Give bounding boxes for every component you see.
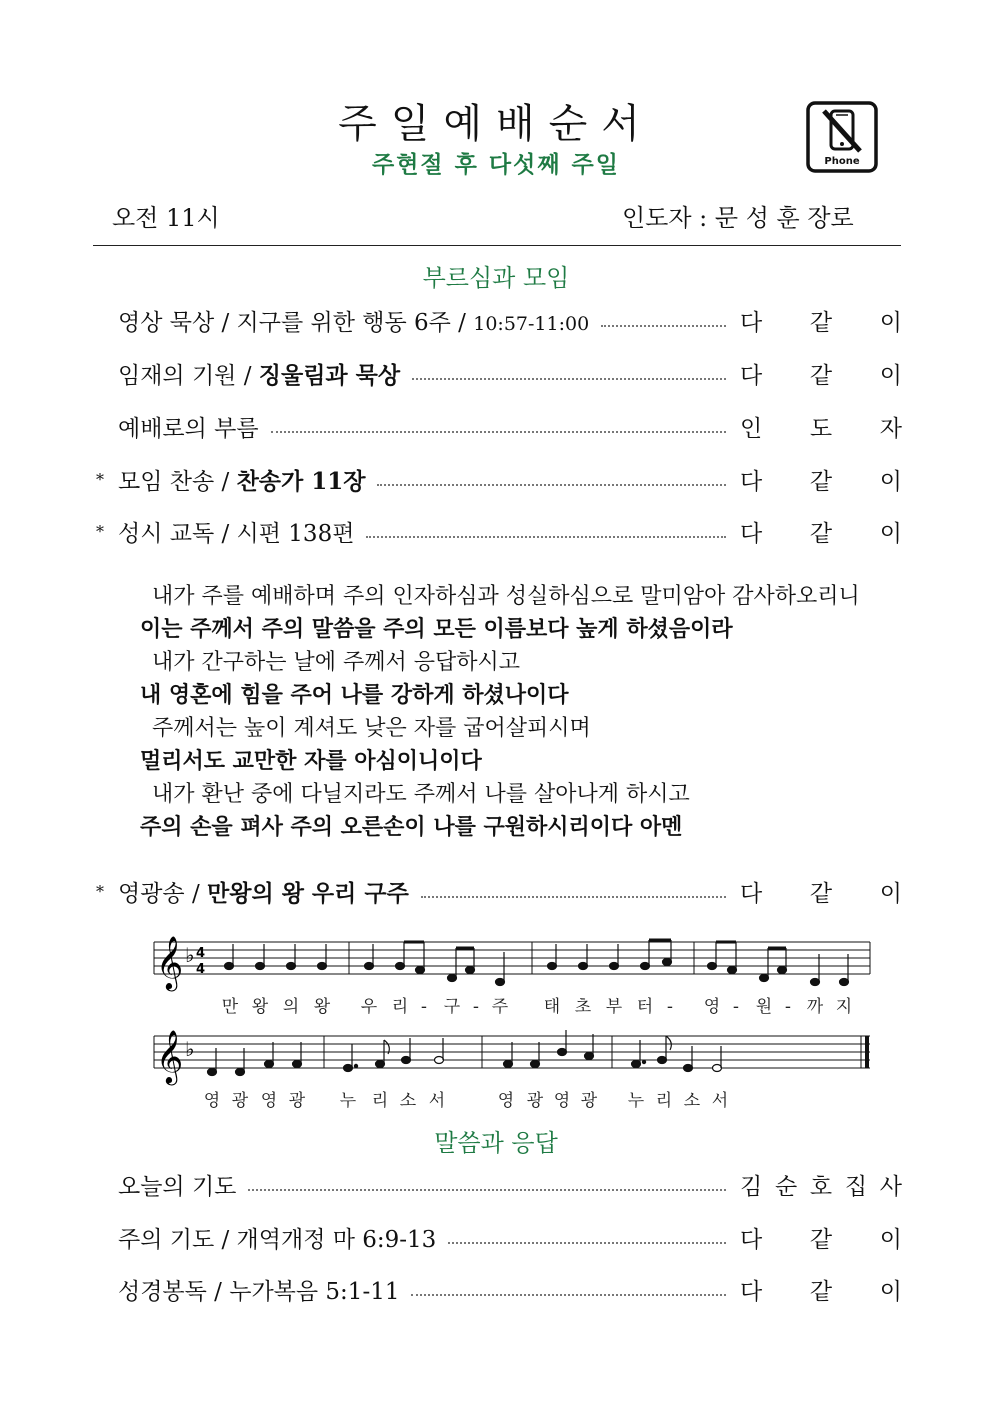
page-title: 주일예배순서 [338, 101, 654, 147]
time-sig-top: 4 [196, 946, 206, 961]
psalm-line-leader: 주께서는 높이 계셔도 낮은 자를 굽어살피시며 [152, 716, 591, 741]
treble-clef-icon: 𝄞 [156, 1029, 184, 1083]
leader-dots [421, 896, 726, 898]
order-item [96, 408, 902, 444]
svg-text:광: 광 [526, 1091, 544, 1111]
order-item-label: 임재의 기원 / 징울림과 묵상 [118, 361, 401, 389]
order-item-label: 영상 묵상 / 지구를 위한 행동 6주 / 10:57-11:00 [118, 309, 590, 336]
psalm-line-response: 주의 손을 펴사 주의 오른손이 나를 구원하시리이다 아멘 [140, 815, 683, 840]
svg-text:태: 태 [543, 997, 561, 1017]
svg-text:영: 영 [703, 997, 721, 1017]
service-leader: 인도자 : 문 성 훈 장로 [622, 204, 854, 232]
order-item [96, 355, 902, 391]
svg-text:만: 만 [221, 997, 239, 1017]
order-item [96, 1271, 902, 1307]
leader-dots [411, 1294, 726, 1296]
leader-dots [412, 378, 726, 380]
leader-dots [366, 536, 726, 538]
order-item-participant: 인 도 자 [740, 415, 902, 442]
psalm-line-leader: 내가 주를 예배하며 주의 인자하심과 성실하심으로 말미암아 감사하오리니 [152, 584, 860, 609]
svg-text:누: 누 [627, 1091, 645, 1111]
svg-text:우: 우 [360, 997, 378, 1017]
svg-text:의: 의 [282, 997, 300, 1017]
svg-text:초: 초 [574, 997, 592, 1017]
svg-text:-: - [472, 997, 480, 1017]
svg-text:리: 리 [371, 1091, 389, 1111]
svg-text:소: 소 [683, 1091, 701, 1111]
svg-text:구: 구 [443, 997, 461, 1017]
order-item [96, 461, 902, 497]
phone-label: Phone [824, 156, 860, 167]
music-staff-2 [152, 1026, 882, 1116]
psalm-line-leader: 내가 간구하는 날에 주께서 응답하시고 [152, 650, 521, 675]
order-item [96, 513, 902, 549]
svg-text:왕: 왕 [251, 997, 269, 1017]
order-item-participant: 다 같 이 [740, 362, 902, 389]
leader-dots [377, 484, 726, 486]
svg-text:영: 영 [203, 1091, 221, 1111]
svg-text:-: - [732, 997, 740, 1017]
order-item-participant: 다 같 이 [740, 1226, 902, 1253]
notes-line-1 [225, 940, 849, 986]
svg-text:원: 원 [755, 997, 773, 1017]
svg-text:광: 광 [288, 1091, 306, 1111]
order-item-label: 모임 찬송 / 찬송가 11장 [118, 467, 366, 495]
svg-text:-: - [420, 997, 428, 1017]
svg-text:부: 부 [605, 997, 623, 1017]
svg-text:서: 서 [711, 1091, 729, 1111]
order-item-label: 예배로의 부름 [118, 415, 259, 442]
lyrics-line-2 [204, 1090, 728, 1111]
svg-text:왕: 왕 [313, 997, 331, 1017]
svg-text:서: 서 [428, 1091, 446, 1111]
order-item [96, 302, 902, 338]
leader-dots [601, 325, 726, 327]
header-divider [93, 245, 901, 246]
section-gathering-heading: 부르심과 모임 [422, 264, 570, 292]
music-staff-1 [152, 932, 882, 1022]
order-item-participant: 다 같 이 [740, 309, 902, 336]
psalm-line-response: 내 영혼에 힘을 주어 나를 강하게 하셨나이다 [140, 683, 569, 708]
star-marker: * [96, 469, 104, 489]
svg-text:소: 소 [399, 1091, 417, 1111]
treble-clef-icon: 𝄞 [156, 935, 184, 989]
svg-text:영: 영 [260, 1091, 278, 1111]
leader-dots [271, 431, 726, 433]
order-item-label: 주의 기도 / 개역개정 마 6:9-13 [118, 1226, 437, 1253]
section-word-heading: 말씀과 응답 [434, 1129, 558, 1157]
svg-text:터: 터 [636, 997, 654, 1017]
order-item-participant: 김 순 호 집 사 [740, 1173, 902, 1200]
lyrics-line-1 [222, 996, 852, 1017]
notes-line-2 [208, 1030, 722, 1076]
order-item-participant: 다 같 이 [740, 880, 902, 907]
svg-text:-: - [784, 997, 792, 1017]
star-marker: * [96, 881, 104, 901]
svg-text:광: 광 [580, 1091, 598, 1111]
flat-icon: ♭ [185, 1037, 195, 1061]
leader-dots [448, 1242, 726, 1244]
order-item-participant: 다 같 이 [740, 1278, 902, 1305]
psalm-line-response: 멀리서도 교만한 자를 아심이니이다 [140, 749, 482, 774]
leader-dots [248, 1189, 726, 1191]
svg-text:누: 누 [339, 1091, 357, 1111]
order-item-label: 성시 교독 / 시편 138편 [118, 520, 355, 547]
svg-text:광: 광 [231, 1091, 249, 1111]
psalm-reading [140, 579, 920, 843]
order-item-label: 오늘의 기도 [118, 1173, 237, 1200]
time-sig-bottom: 4 [196, 962, 206, 977]
svg-text:리: 리 [391, 997, 409, 1017]
order-item [96, 1166, 902, 1202]
order-item-label: 영광송 / 만왕의 왕 우리 구주 [118, 879, 409, 907]
svg-text:영: 영 [553, 1091, 571, 1111]
svg-text:주: 주 [491, 997, 509, 1017]
order-item-participant: 다 같 이 [740, 520, 902, 547]
order-item-gloria [96, 873, 902, 909]
svg-text:영: 영 [497, 1091, 515, 1111]
svg-text:까: 까 [806, 997, 824, 1017]
order-item-label: 성경봉독 / 누가복음 5:1-11 [118, 1278, 400, 1305]
no-phone-icon [806, 101, 878, 173]
svg-text:리: 리 [655, 1091, 673, 1111]
psalm-line-leader: 내가 환난 중에 다닐지라도 주께서 나를 살아나게 하시고 [152, 782, 690, 807]
star-marker: * [96, 521, 104, 541]
order-item [96, 1219, 902, 1255]
page-subtitle: 주현절 후 다섯째 주일 [372, 152, 620, 178]
svg-text:지: 지 [835, 997, 853, 1017]
svg-text:-: - [666, 997, 674, 1017]
service-time: 오전 11시 [112, 204, 220, 232]
psalm-line-response: 이는 주께서 주의 말씀을 주의 모든 이름보다 높게 하셨음이라 [140, 617, 733, 642]
flat-icon: ♭ [185, 943, 195, 967]
order-item-participant: 다 같 이 [740, 468, 902, 495]
